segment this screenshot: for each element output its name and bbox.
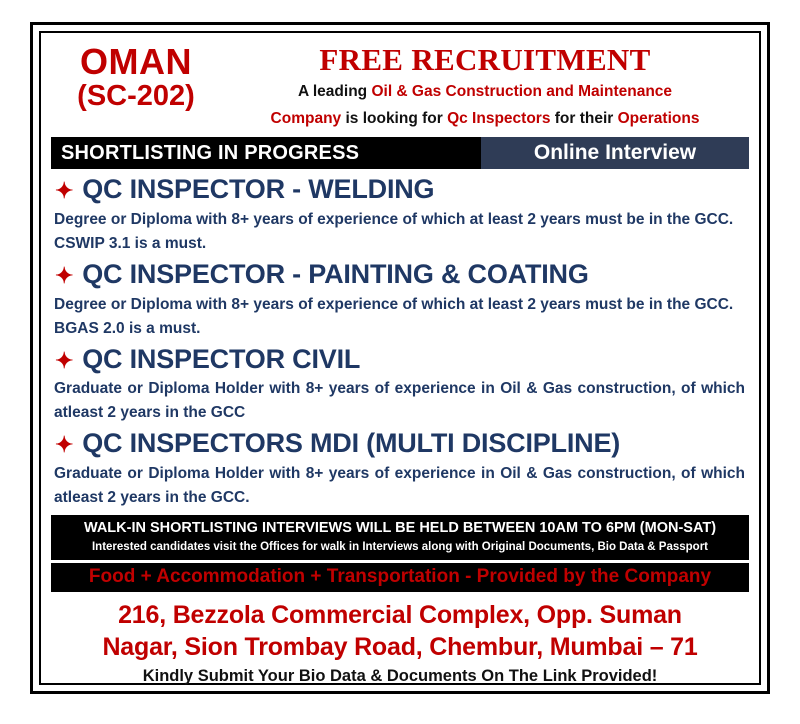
- lead-line-1: [221, 81, 749, 103]
- submission-note: Kindly Submit Your Bio Data & Documents On The Link Provided!: [142, 667, 658, 686]
- shortlisting-status-badge: SHORTLISTING IN PROGRESS: [51, 137, 481, 169]
- lead-line-2-highlight-3: Operations: [617, 109, 700, 127]
- walkin-timing: WALK-IN SHORTLISTING INTERVIEWS WILL BE HELD BETWEEN 10AM TO 6PM (MON-SAT): [83, 520, 717, 537]
- lead-line-2-highlight-2: Qc Inspectors: [447, 109, 551, 127]
- country-block: [51, 41, 221, 113]
- walkin-info-strip: [51, 515, 749, 560]
- job-title-row: [51, 173, 749, 207]
- country-code: (SC-202): [77, 79, 195, 112]
- headline: FREE RECRUITMENT: [319, 42, 651, 77]
- job-description: Graduate or Diploma Holder with 8+ years of experience in Oil & Gas construction, of which atleast 2 years in the GCC: [54, 380, 745, 422]
- job-item: [51, 173, 749, 256]
- job-description: Degree or Diploma with 8+ years of experience of which at least 2 years must be in the GCC. CSWIP 3.1 is a must.: [54, 210, 734, 252]
- status-banner-row: [51, 137, 749, 169]
- poster-header: [51, 41, 749, 130]
- poster-inner-border: [39, 31, 761, 685]
- job-description: Degree or Diploma with 8+ years of experience of which at least 2 years must be in the GCC. BGAS 2.0 is a must.: [54, 295, 734, 337]
- job-item: [51, 343, 749, 426]
- lead-line-2-highlight-1: Company: [270, 109, 342, 127]
- address-line-2: Nagar, Sion Trombay Road, Chembur, Mumbai – 71: [102, 633, 698, 662]
- lead-line-1-text: A leading: [297, 83, 372, 101]
- diamond-bullet-icon: ✦: [55, 432, 74, 458]
- lead-line-1-highlight: Oil & Gas Construction and Maintenance: [371, 83, 673, 101]
- job-title: QC INSPECTOR - WELDING: [82, 174, 435, 205]
- lead-line-2-text-1: is looking for: [341, 109, 448, 127]
- diamond-bullet-icon: ✦: [55, 178, 74, 204]
- perks-strip: Food + Accommodation + Transportation - Provided by the Company: [51, 563, 749, 592]
- job-item: [51, 427, 749, 510]
- diamond-bullet-icon: ✦: [55, 262, 74, 288]
- job-item: [51, 258, 749, 341]
- lead-line-2: [221, 108, 749, 130]
- address-line-1: 216, Bezzola Commercial Complex, Opp. Suman: [118, 601, 682, 630]
- online-interview-badge: Online Interview: [481, 137, 749, 169]
- recruitment-poster: [30, 22, 770, 694]
- header-right: [221, 41, 749, 130]
- address-block: [51, 599, 749, 686]
- job-title: QC INSPECTOR CIVIL: [82, 343, 361, 374]
- job-title-row: [51, 258, 749, 292]
- walkin-instructions: Interested candidates visit the Offices for walk in Interviews along with Original Documents, Bio Data & Passport: [91, 541, 709, 553]
- job-description: Graduate or Diploma Holder with 8+ years of experience in Oil & Gas construction, of which atleast 2 years in the GCC.: [54, 465, 745, 507]
- country-name: OMAN: [80, 41, 192, 82]
- job-title: QC INSPECTOR - PAINTING & COATING: [82, 258, 589, 289]
- job-title: QC INSPECTORS MDI (MULTI DISCIPLINE): [82, 428, 621, 459]
- job-list: [51, 173, 749, 510]
- job-title-row: [51, 343, 749, 377]
- lead-line-2-text-2: for their: [550, 109, 618, 127]
- diamond-bullet-icon: ✦: [55, 347, 74, 373]
- job-title-row: [51, 427, 749, 461]
